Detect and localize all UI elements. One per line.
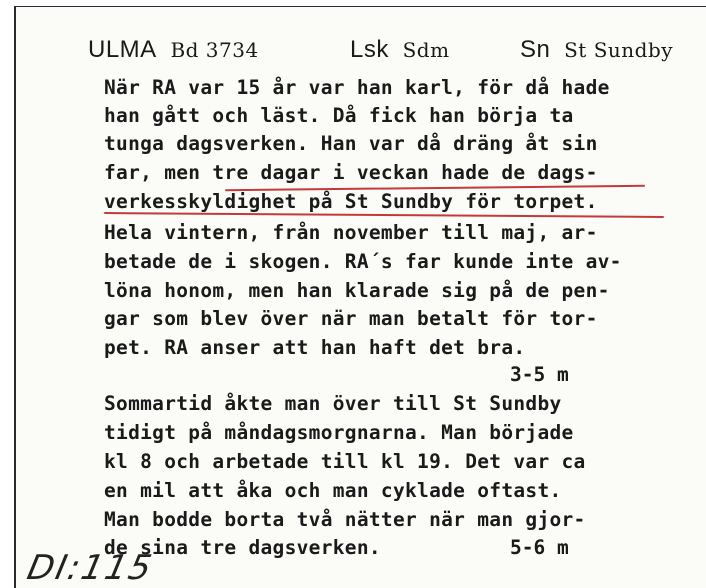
top-margin	[0, 0, 706, 6]
header-archive	[88, 36, 259, 64]
text-line: Man bodde borta två nätter när man gjor-	[104, 508, 586, 531]
parish-label: Sn	[520, 36, 551, 63]
page-reference: 5-6 m	[510, 536, 569, 559]
text-line: verkesskyldighet på St Sundby för torpet.	[104, 190, 598, 213]
parish-value: St Sundby	[564, 38, 674, 62]
text-line: far, men tre dagar i veckan hade de dags-	[104, 161, 598, 184]
archive-name: ULMA	[88, 36, 157, 63]
text-line: en mil att åka och man cyklade oftast.	[104, 479, 562, 502]
text-line: tunga dagsverken. Han var då dräng åt sin	[104, 132, 598, 155]
handwritten-signature: DI:115	[23, 548, 157, 588]
text-line: gar som blev över när man betalt för tor-	[104, 307, 598, 330]
text-line: När RA var 15 år var han karl, för då hade	[104, 76, 610, 99]
text-line: pet. RA anser att han haft det bra.	[104, 336, 526, 359]
text-line: han gått och läst. Då fick han börja ta	[104, 104, 574, 127]
text-line: betade de i skogen. RA´s far kunde inte av-	[104, 250, 622, 273]
text-line: kl 8 och arbetade till kl 19. Det var ca	[104, 450, 586, 473]
text-line: Sommartid åkte man över till St Sundby	[104, 392, 562, 415]
county-label: Lsk	[350, 36, 389, 63]
county-value: Sdm	[402, 38, 450, 62]
text-line: Hela vintern, från november till maj, ar-	[104, 221, 598, 244]
text-line: tidigt på måndagsmorgnarna. Man började	[104, 421, 574, 444]
text-line: löna honom, men han klarade sig på de pen-	[104, 279, 610, 302]
page-reference: 3-5 m	[510, 363, 569, 386]
volume-number: Bd 3734	[170, 38, 259, 62]
header-parish	[520, 36, 673, 64]
header-county	[350, 36, 450, 64]
text-line: de sina tre dagsverken.	[104, 536, 381, 559]
